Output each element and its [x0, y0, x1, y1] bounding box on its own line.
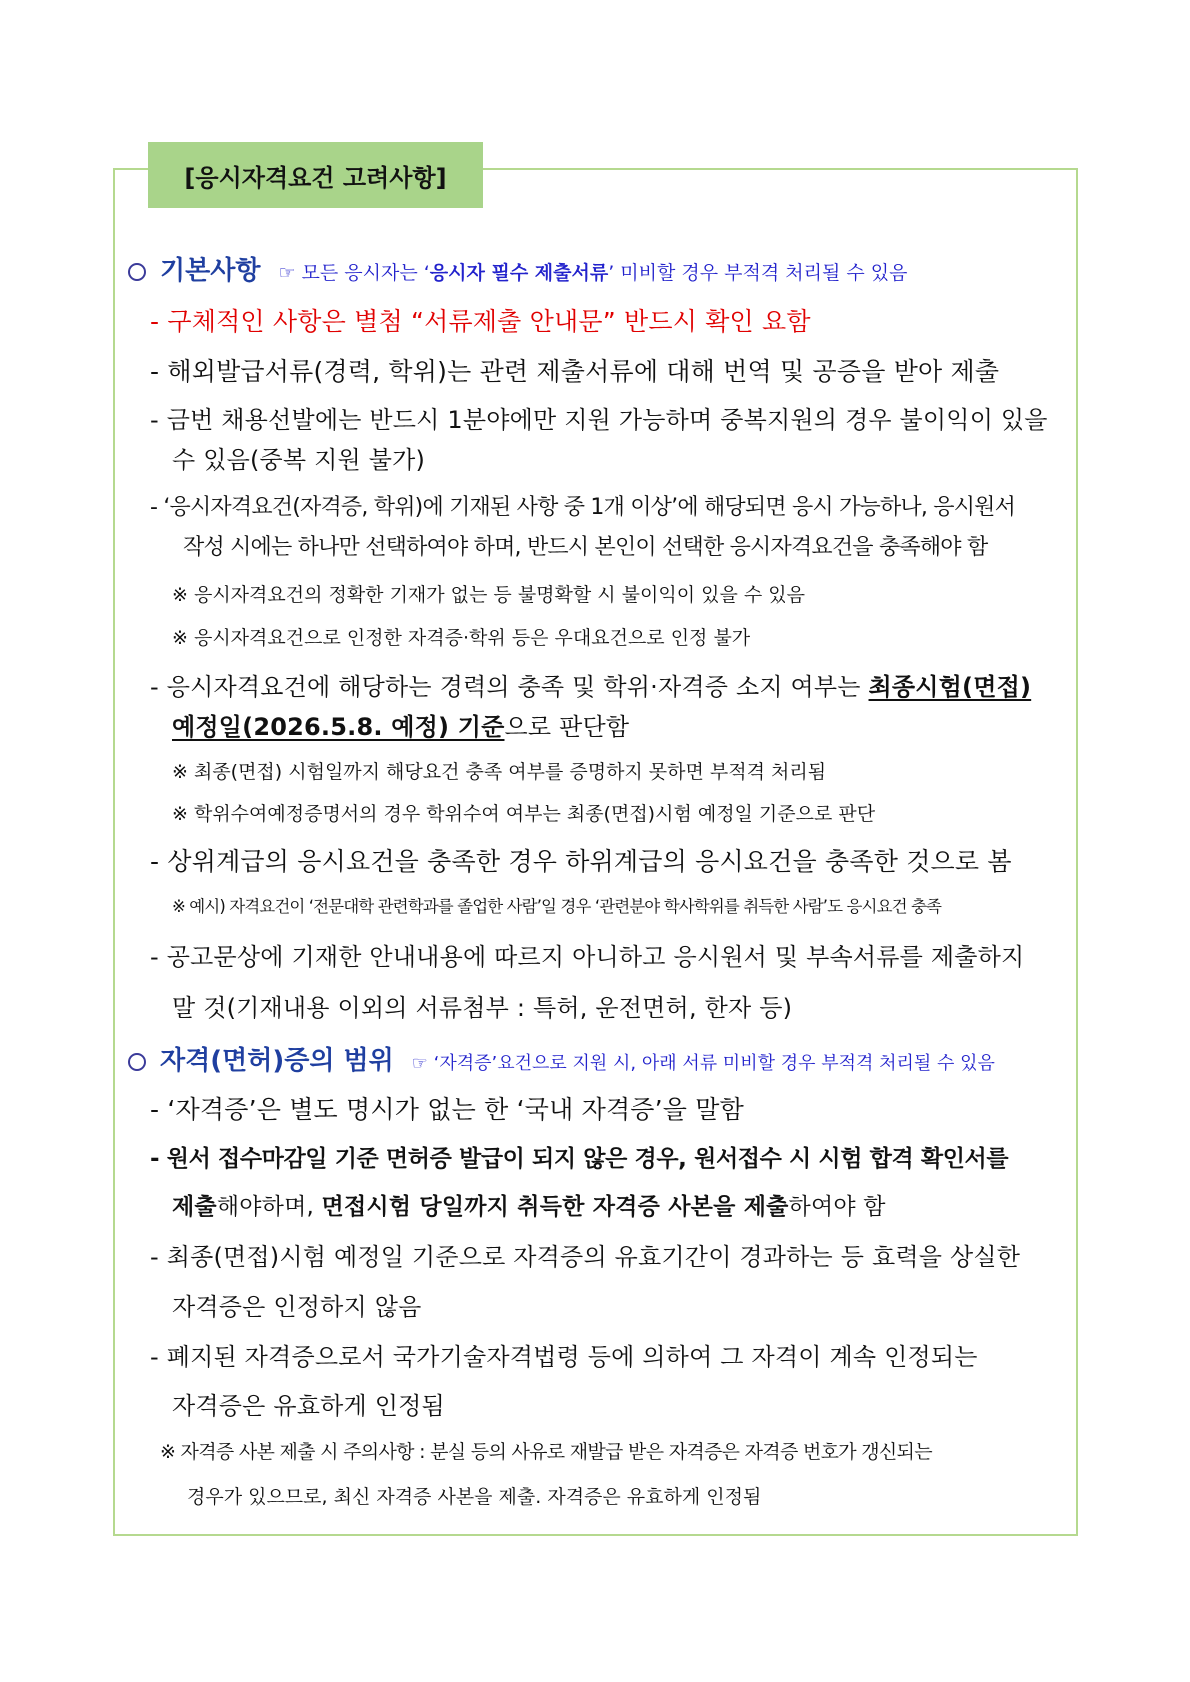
- license-item-4-line1: - 폐지된 자격증으로서 국가기술자격법령 등에 의하여 그 자격이 계속 인정되는: [150, 1343, 978, 1371]
- basic-item-4-line1: - ‘응시자격요건(자격증, 학위)에 기재된 사항 중 1개 이상’에 해당되면 응시 가능하나, 응시원서: [150, 495, 1016, 520]
- box-title: [응시자격요건 고려사항]: [148, 142, 483, 208]
- basic-item-3-line1: - 금번 채용선발에는 반드시 1분야에만 지원 가능하며 중복지원의 경우 불이익이 있을: [150, 406, 1048, 434]
- basic-note-2: ※ 응시자격요건으로 인정한 자격증·학위 등은 우대요건으로 인정 불가: [172, 627, 751, 649]
- license-item-3-line1: - 최종(면접)시험 예정일 기준으로 자격증의 유효기간이 경과하는 등 효력을 상실한: [150, 1243, 1021, 1271]
- basic-item-7-line2: 말 것(기재내용 이외의 서류첨부 : 특허, 운전면허, 한자 등): [172, 994, 793, 1022]
- section-basic-title: 기본사항: [160, 256, 261, 286]
- section-license-note: ☞ ‘자격증’요건으로 지원 시, 아래 서류 미비할 경우 부적격 처리될 수 있음: [411, 1053, 995, 1074]
- license-item-3-line2: 자격증은 인정하지 않음: [172, 1293, 422, 1321]
- section-basic-header: [128, 250, 907, 287]
- section-license-title: 자격(면허)증의 범위: [160, 1046, 394, 1076]
- basic-item-3-line2: 수 있음(중복 지원 불가): [172, 446, 426, 474]
- license-note-1-line1: ※ 자격증 사본 제출 시 주의사항 : 분실 등의 사유로 재발급 받은 자격증은 자격증 번호가 갱신되는: [160, 1441, 932, 1463]
- basic-item-7-line1: - 공고문상에 기재한 안내내용에 따르지 아니하고 응시원서 및 부속서류를 제출하지: [150, 943, 1025, 971]
- license-item-1: - ‘자격증’은 별도 명시가 없는 한 ‘국내 자격증’을 말함: [150, 1095, 744, 1124]
- basic-note-4: ※ 학위수여예정증명서의 경우 학위수여 여부는 최종(면접)시험 예정일 기준으로 판단: [172, 803, 876, 825]
- license-note-1-line2: 경우가 있으므로, 최신 자격증 사본을 제출. 자격증은 유효하게 인정됨: [187, 1486, 762, 1508]
- basic-item-6: - 상위계급의 응시요건을 충족한 경우 하위계급의 응시요건을 충족한 것으로 봄: [150, 847, 1012, 876]
- license-item-2-line1: - 원서 접수마감일 기준 면허증 발급이 되지 않은 경우, 원서접수 시 시험 합격 확인서를: [150, 1146, 1009, 1172]
- basic-item-1: - 구체적인 사항은 별첨 “서류제출 안내문” 반드시 확인 요함: [150, 307, 811, 336]
- basic-item-5-line1: - 응시자격요건에 해당하는 경력의 충족 및 학위·자격증 소지 여부는 최종시험(면접): [150, 673, 1032, 701]
- basic-note-1: ※ 응시자격요건의 정확한 기재가 없는 등 불명확할 시 불이익이 있을 수 있음: [172, 584, 805, 606]
- basic-item-2: - 해외발급서류(경력, 학위)는 관련 제출서류에 대해 번역 및 공증을 받아 제출: [150, 357, 1000, 386]
- section-license-header: [128, 1040, 995, 1077]
- basic-note-3: ※ 최종(면접) 시험일까지 해당요건 충족 여부를 증명하지 못하면 부적격 처리됨: [172, 761, 827, 783]
- circle-bullet-icon: [128, 1053, 146, 1071]
- basic-item-4-line2: 작성 시에는 하나만 선택하여야 하며, 반드시 본인이 선택한 응시자격요건을 충족해야 함: [183, 535, 988, 560]
- license-item-4-line2: 자격증은 유효하게 인정됨: [172, 1392, 445, 1420]
- basic-item-5-line2: 예정일(2026.5.8. 예정) 기준으로 판단함: [172, 713, 630, 741]
- section-basic-note: ☞ 모든 응시자는 ‘응시자 필수 제출서류’ 미비할 경우 부적격 처리될 수 있음: [278, 262, 908, 284]
- circle-bullet-icon: [128, 263, 146, 281]
- basic-note-5: ※ 예시) 자격요건이 ‘전문대학 관련학과를 졸업한 사람’일 경우 ‘관련분야 학사학위를 취득한 사람’도 응시요건 충족: [172, 897, 942, 916]
- license-item-2-line2: 제출해야하며, 면접시험 당일까지 취득한 자격증 사본을 제출하여야 함: [172, 1194, 886, 1220]
